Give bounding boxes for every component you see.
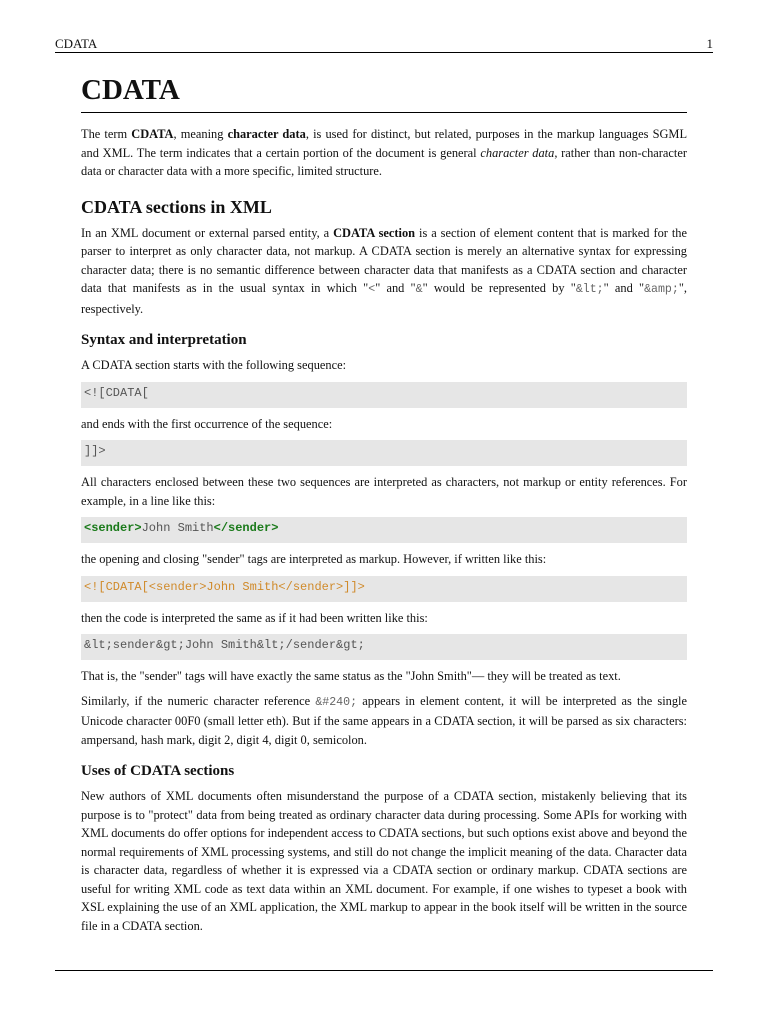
syntax-paragraph-2: and ends with the first occurrence of the sequence:	[81, 416, 333, 431]
subsection-heading-syntax: Syntax and interpretation	[81, 332, 247, 348]
sec1-text-2: is a section of element content that is marked for the parser to interpret as only character data, not markup. A CDATA section is merely an alternative syntax for expressing character data; there is no semantic difference between character data that manifests as a CDATA section and character data that manifests as in the usual syntax in which "	[81, 225, 687, 295]
sec1-term-cdata-section: CDATA section	[333, 225, 416, 240]
intro-term-cdata: CDATA	[131, 127, 174, 141]
subsection-heading-uses: Uses of CDATA sections	[81, 763, 235, 779]
footer-divider	[55, 970, 713, 971]
article-body	[81, 70, 687, 941]
code-ampersand: &	[415, 283, 423, 296]
sec1-text-5: " and "	[603, 281, 645, 295]
code-close-tag: </sender>	[213, 521, 279, 535]
section-heading-cdata-xml: CDATA sections in XML	[81, 196, 272, 217]
code-less-than: <	[368, 283, 376, 296]
syntax-paragraph-5: then the code is interpreted the same as if it had been written like this:	[81, 610, 428, 625]
syntax-p7-text-2: appears in element content, it will be interpreted as the single Unicode character 00F0 (small letter eth). But if the same appears in a CDATA section, it will be parsed as six characters: ampersand, hash mark, digit 2, digit 4, digit 0, semicolon.	[81, 693, 687, 747]
intro-text-2: , meaning	[173, 127, 228, 141]
code-open-tag: <sender>	[84, 521, 142, 535]
intro-term-character-data: character data	[227, 127, 306, 141]
sec1-text-1: In an XML document or external parsed entity, a	[81, 225, 334, 240]
sec1-text-6: ", respectively.	[81, 281, 688, 316]
syntax-paragraph-7	[81, 692, 687, 750]
intro-text-4: , rather than non-character data or character data with a more specific, limited structure.	[81, 145, 687, 178]
running-head-title: CDATA	[55, 36, 98, 51]
uses-paragraph: New authors of XML documents often misunderstand the purpose of a CDATA section, mistakenly believing that its purpose is to "protect" data from being treated as ordinary character data during processing. Some APIs for working with XML documents do offer options for independent access to CDATA sections, but such options exist above and beyond the normal requirements of XML processing systems, and still do not change the implicit meaning of the data. Character data is character data, regardless of whether it is expressed via a CDATA section or ordinary markup. CDATA sections are useful for writing XML code as text data within an XML document. For example, if one wishes to typeset a book with XSL explaining the use of an XML application, the XML markup to appear in the book itself will be written in the source file in a CDATA section.	[81, 789, 687, 933]
code-block-sender-example	[81, 517, 687, 543]
intro-paragraph	[81, 125, 687, 181]
syntax-p7-text-1: Similarly, if the numeric character reference	[81, 693, 316, 708]
code-block-escaped: &lt;sender&gt;John Smith&lt;/sender&gt;	[81, 634, 687, 660]
intro-text-1: The term	[81, 127, 132, 141]
cdata-xml-paragraph	[81, 224, 687, 319]
page-title: CDATA	[81, 70, 687, 113]
page-number: 1	[706, 36, 713, 51]
code-block-cdata-end: ]]>	[81, 440, 687, 466]
syntax-paragraph-1: A CDATA section starts with the following sequence:	[81, 358, 347, 372]
syntax-paragraph-3: All characters enclosed between these two sequences are interpreted as characters, not markup or entity references. For example, in a line like this:	[81, 475, 687, 508]
syntax-paragraph-4: the opening and closing "sender" tags are interpreted as markup. However, if written like this:	[81, 552, 547, 566]
intro-text-3: , is used for distinct, but related, purposes in the markup languages SGML and XML. The term indicates that a certain portion of the document is general	[81, 127, 688, 160]
code-block-cdata-start: <![CDATA[	[81, 382, 687, 408]
intro-italic-character-data: character data	[480, 145, 555, 160]
sec1-text-4: " would be represented by "	[422, 281, 576, 295]
syntax-paragraph-6: That is, the "sender" tags will have exactly the same status as the "John Smith"— they will be treated as text.	[81, 669, 621, 683]
running-head	[55, 36, 713, 53]
code-lt-entity: &lt;	[575, 283, 604, 296]
code-text-content: John Smith	[141, 521, 214, 535]
code-numeric-reference: &#240;	[315, 695, 358, 709]
sec1-text-3: " and "	[375, 281, 416, 295]
code-amp-entity: &amp;	[644, 283, 679, 296]
code-block-cdata-wrapped: <![CDATA[<sender>John Smith</sender>]]>	[81, 576, 687, 602]
